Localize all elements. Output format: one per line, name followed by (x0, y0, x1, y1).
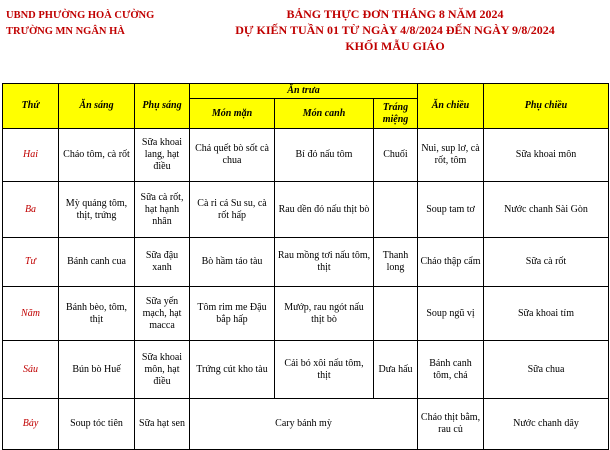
breakfast-cell: Cháo tôm, cà rốt (59, 129, 135, 182)
side-morning-cell: Sữa cà rốt, hạt hạnh nhân (135, 182, 190, 238)
col-header-side-afternoon: Phụ chiều (484, 84, 609, 129)
side-afternoon-cell: Sữa cà rốt (484, 238, 609, 287)
soup-cell: Cải bó xôi nấu tôm, thịt (275, 341, 374, 399)
dessert-cell (374, 287, 418, 341)
table-row (3, 182, 609, 238)
day-cell: Hai (3, 129, 59, 182)
breakfast-cell: Soup tóc tiên (59, 399, 135, 450)
main-dish-cell: Tôm rim me Đậu bắp hấp (190, 287, 275, 341)
col-header-breakfast: Ăn sáng (59, 84, 135, 129)
col-header-lunch: Ăn trưa (190, 84, 418, 99)
side-morning-cell: Sữa đậu xanh (135, 238, 190, 287)
main-dish-cell: Trứng cút kho tàu (190, 341, 275, 399)
afternoon-cell: Cháo thập cẩm (418, 238, 484, 287)
side-afternoon-cell: Nước chanh Sài Gòn (484, 182, 609, 238)
day-cell: Ba (3, 182, 59, 238)
side-morning-cell: Sữa khoai môn, hạt điều (135, 341, 190, 399)
col-header-main-dish: Món mặn (190, 99, 275, 129)
soup-cell: Bí đỏ nấu tôm (275, 129, 374, 182)
dessert-cell: Chuối (374, 129, 418, 182)
col-header-afternoon: Ăn chiều (418, 84, 484, 129)
breakfast-cell: Bánh bèo, tôm, thịt (59, 287, 135, 341)
table-row (3, 238, 609, 287)
day-cell: Tư (3, 238, 59, 287)
col-header-side-morning: Phụ sáng (135, 84, 190, 129)
col-header-day: Thứ (3, 84, 59, 129)
school-name: TRƯỜNG MN NGÂN HÀ (6, 26, 125, 37)
col-header-dessert: Tráng miệng (374, 99, 418, 129)
table-row (3, 287, 609, 341)
side-afternoon-cell: Sữa chua (484, 341, 609, 399)
breakfast-cell: Bún bò Huế (59, 341, 135, 399)
main-dish-cell: Cà ri cá Su su, cà rốt hấp (190, 182, 275, 238)
afternoon-cell: Cháo thịt bằm, rau củ (418, 399, 484, 450)
side-afternoon-cell: Nước chanh dây (484, 399, 609, 450)
ward-name: UBND PHƯỜNG HOÀ CƯỜNG (6, 10, 155, 21)
table-row (3, 341, 609, 399)
menu-week-range: DỰ KIẾN TUẦN 01 TỪ NGÀY 4/8/2024 ĐẾN NGÀY 9/8/2024 (235, 23, 555, 37)
dessert-cell: Dưa hấu (374, 341, 418, 399)
lunch-combined-cell: Cary bánh mỳ (190, 399, 418, 450)
afternoon-cell: Soup tam tơ (418, 182, 484, 238)
header-row (3, 84, 609, 99)
main-dish-cell: Chả quết bò sốt cà chua (190, 129, 275, 182)
day-cell: Bảy (3, 399, 59, 450)
breakfast-cell: Bánh canh cua (59, 238, 135, 287)
menu-title: BẢNG THỰC ĐƠN THÁNG 8 NĂM 2024 (286, 7, 504, 21)
dessert-cell: Thanh long (374, 238, 418, 287)
day-cell: Năm (3, 287, 59, 341)
dessert-cell (374, 182, 418, 238)
side-afternoon-cell: Sữa khoai môn (484, 129, 609, 182)
side-morning-cell: Sữa khoai lang, hạt điều (135, 129, 190, 182)
table-row (3, 129, 609, 182)
side-morning-cell: Sữa hạt sen (135, 399, 190, 450)
afternoon-cell: Nui, sup lơ, cà rốt, tôm (418, 129, 484, 182)
menu-table (2, 83, 609, 450)
soup-cell: Rau dền đỏ nấu thịt bò (275, 182, 374, 238)
soup-cell: Mướp, rau ngót nấu thịt bò (275, 287, 374, 341)
afternoon-cell: Bánh canh tôm, chả (418, 341, 484, 399)
day-cell: Sáu (3, 341, 59, 399)
breakfast-cell: Mỳ quảng tôm, thịt, trứng (59, 182, 135, 238)
school-header (6, 8, 191, 40)
main-dish-cell: Bò hầm táo tàu (190, 238, 275, 287)
table-row (3, 399, 609, 450)
menu-title-block (190, 6, 600, 54)
side-morning-cell: Sữa yến mạch, hạt macca (135, 287, 190, 341)
menu-group: KHỐI MẪU GIÁO (345, 39, 445, 53)
col-header-soup: Món canh (275, 99, 374, 129)
side-afternoon-cell: Sữa khoai tím (484, 287, 609, 341)
soup-cell: Rau mồng tơi nấu tôm, thịt (275, 238, 374, 287)
afternoon-cell: Soup ngũ vị (418, 287, 484, 341)
